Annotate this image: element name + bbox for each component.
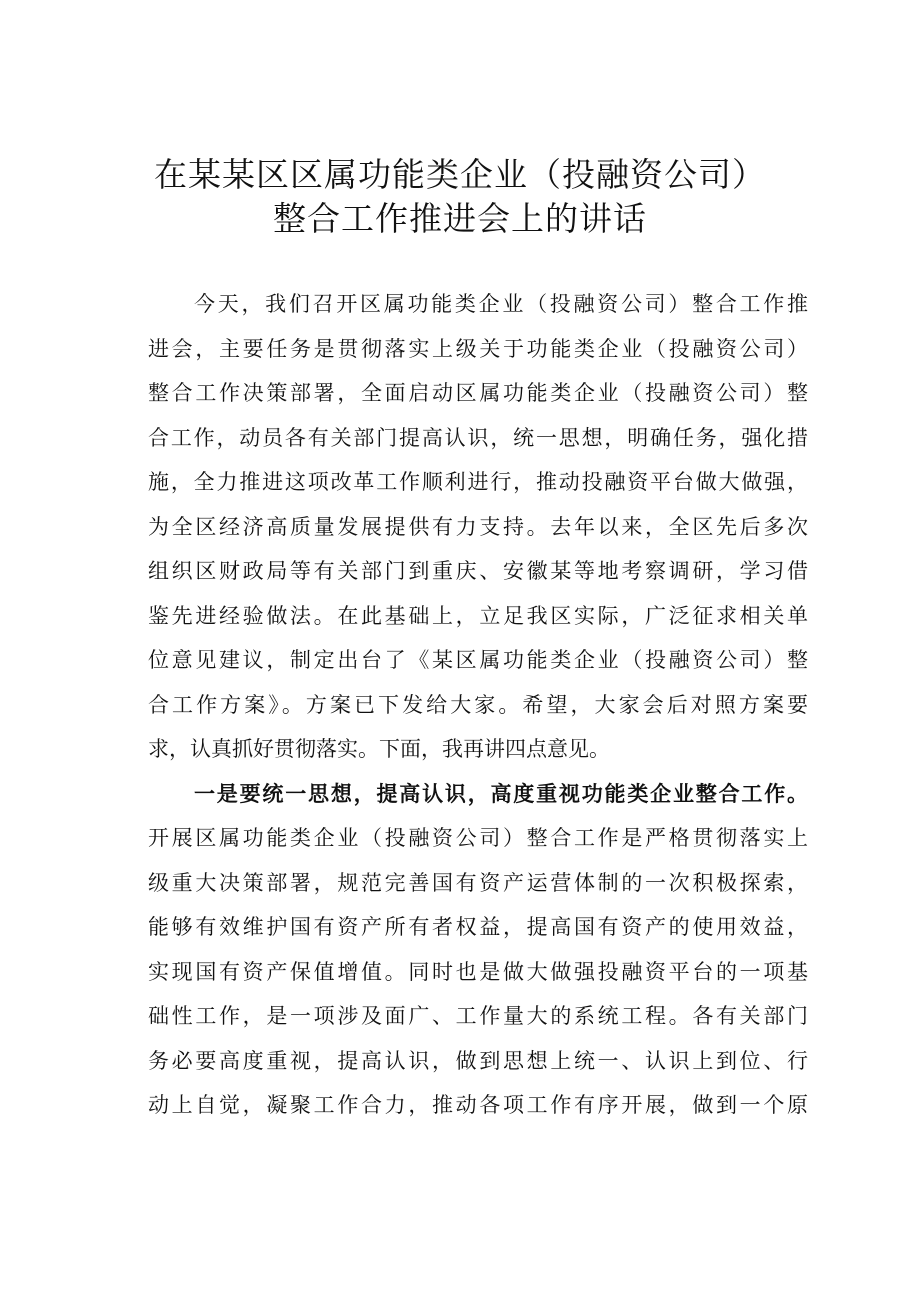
paragraph-line: 能够有效维护国有资产所有者权益，提高国有资产的使用效益，	[148, 915, 808, 939]
paragraph-line: 础性工作，是一项涉及面广、工作量大的系统工程。各有关部门	[148, 1004, 808, 1028]
paragraph-line: 进会，主要任务是贯彻落实上级关于功能类企业（投融资公司）	[148, 337, 808, 361]
paragraph-line: 求，认真抓好贯彻落实。下面，我再讲四点意见。	[148, 737, 610, 761]
paragraph-line: 合工作方案》。方案已下发给大家。希望，大家会后对照方案要	[148, 693, 808, 717]
paragraph-line: 位意见建议，制定出台了《某区属功能类企业（投融资公司）整	[148, 648, 808, 672]
paragraph-line: 务必要高度重视，提高认识，做到思想上统一、认识上到位、行	[148, 1049, 808, 1073]
paragraph-line: 实现国有资产保值增值。同时也是做大做强投融资平台的一项基	[148, 960, 808, 984]
paragraph-line: 为全区经济高质量发展提供有力支持。去年以来，全区先后多次	[148, 515, 808, 539]
paragraph-line: 组织区财政局等有关部门到重庆、安徽某等地考察调研，学习借	[148, 559, 808, 583]
paragraph-line: 合工作，动员各有关部门提高认识，统一思想，明确任务，强化措	[148, 426, 808, 450]
paragraph-line: 施，全力推进这项改革工作顺利进行，推动投融资平台做大做强，	[148, 470, 808, 494]
document-title-line-2: 整合工作推进会上的讲话	[273, 199, 647, 238]
paragraph-line: 级重大决策部署，规范完善国有资产运营体制的一次积极探索，	[148, 871, 808, 895]
section-heading: 一是要统一思想，提高认识，高度重视功能类企业整合工作。	[194, 782, 808, 806]
paragraph-line: 开展区属功能类企业（投融资公司）整合工作是严格贯彻落实上	[148, 826, 808, 850]
paragraph-line: 动上自觉，凝聚工作合力，推动各项工作有序开展，做到一个原	[148, 1093, 808, 1117]
paragraph-line: 今天，我们召开区属功能类企业（投融资公司）整合工作推	[194, 292, 808, 316]
paragraph-line: 整合工作决策部署，全面启动区属功能类企业（投融资公司）整	[148, 381, 808, 405]
document-title-line-1: 在某某区区属功能类企业（投融资公司）	[154, 155, 766, 194]
paragraph-line: 鉴先进经验做法。在此基础上，立足我区实际，广泛征求相关单	[148, 604, 808, 628]
